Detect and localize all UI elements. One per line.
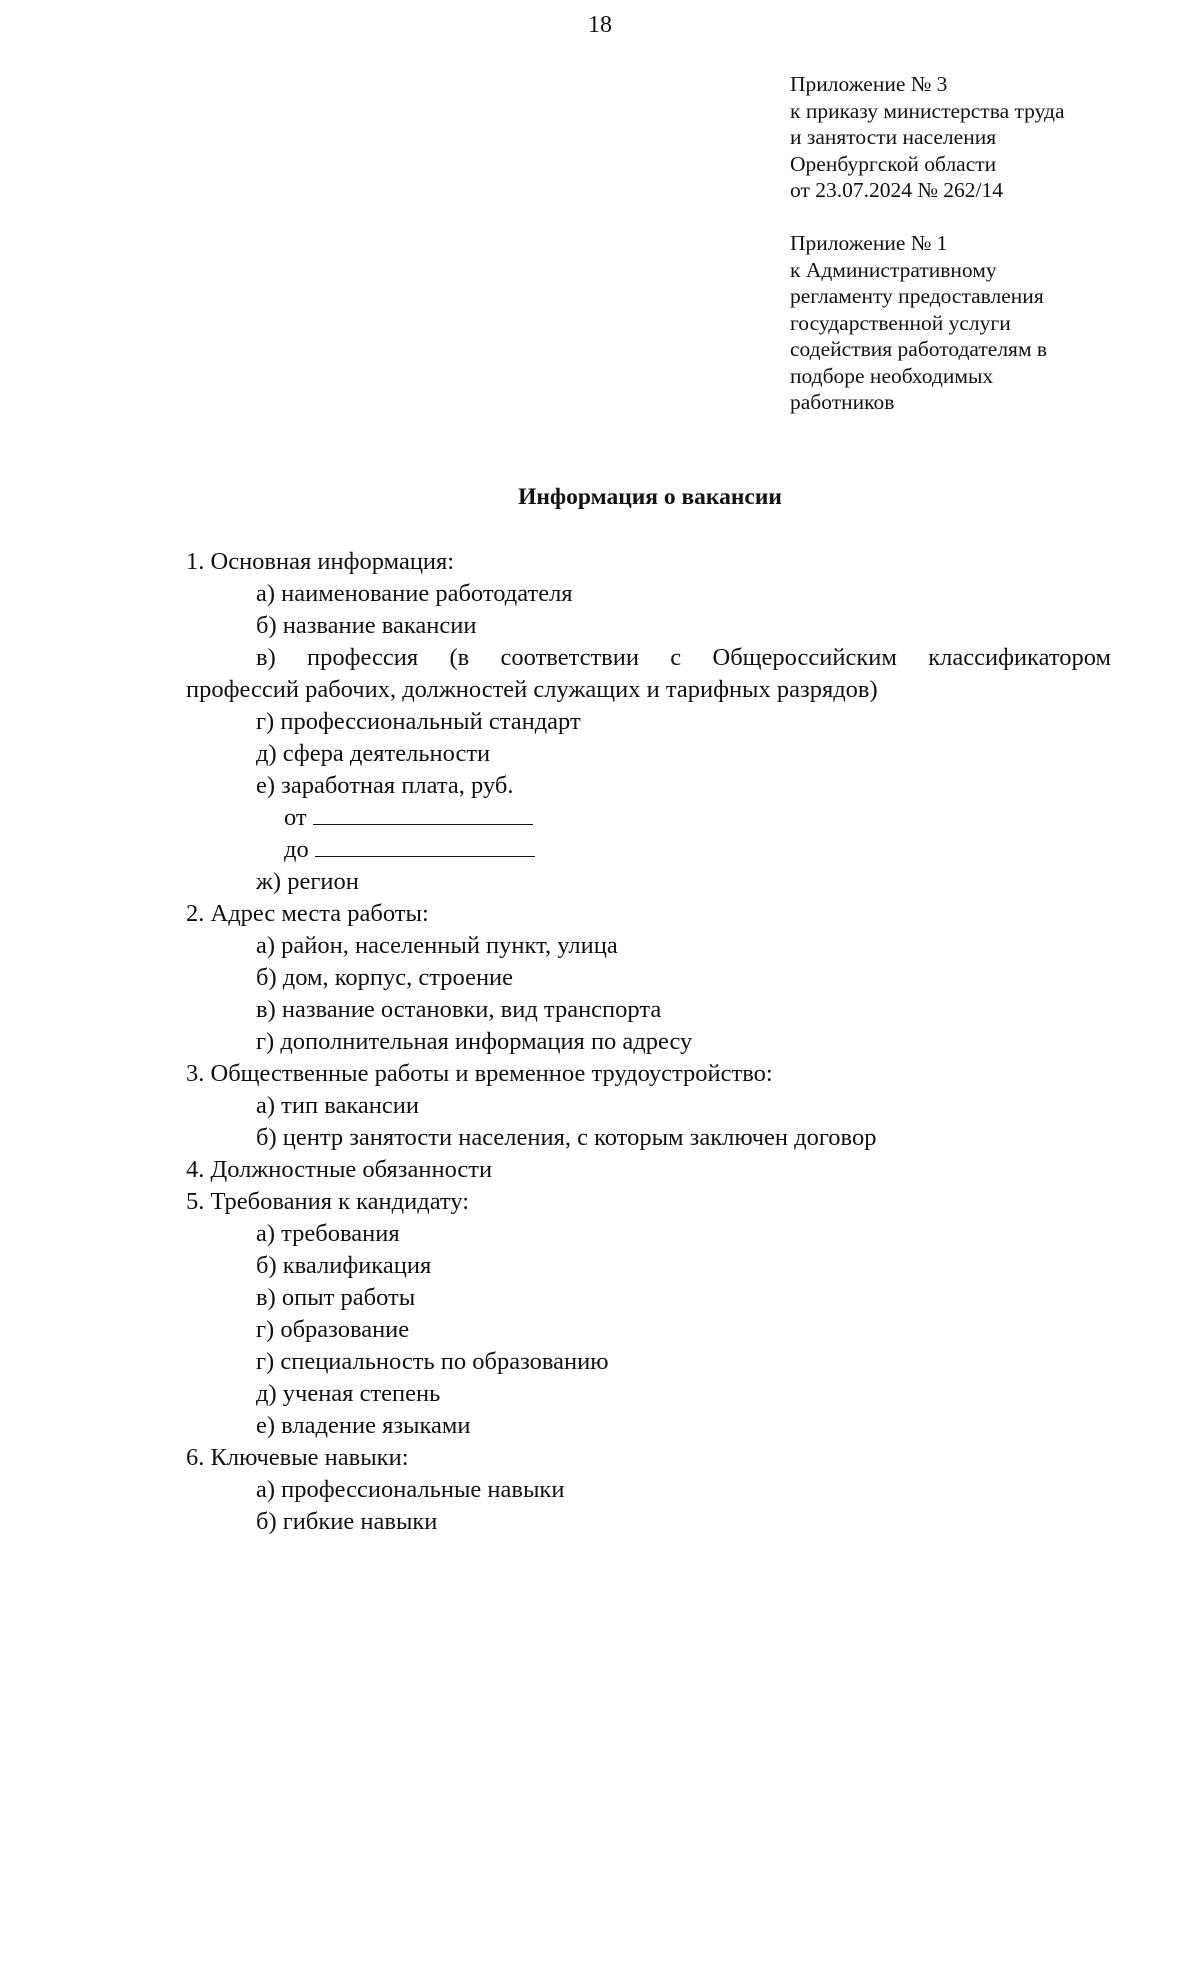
salary-from-label: от [284,804,307,831]
list-item: г) специальность по образованию [256,1348,609,1375]
appendix-secondary-line: Приложение № 1 [790,231,948,255]
appendix-secondary-line: работников [790,390,895,414]
appendix-secondary-line: содействия работодателям в [790,337,1048,361]
section-heading-key-skills: 6. Ключевые навыки: [186,1444,409,1471]
list-item: ж) регион [256,868,359,895]
section-heading-duties: 4. Должностные обязанности [186,1156,493,1183]
list-item: е) владение языками [256,1412,471,1439]
list-item: а) наименование работодателя [256,580,573,607]
list-item-salary: е) заработная плата, руб. [256,772,514,799]
vacancy-info-list [186,546,1111,1538]
list-item: д) сфера деятельности [256,740,491,767]
list-item: а) тип вакансии [256,1092,419,1119]
list-item: б) дом, корпус, строение [256,964,514,991]
section-heading-basic-info: 1. Основная информация: [186,548,455,575]
appendix-main-line: Оренбургской области [790,151,997,176]
section-heading-work-address: 2. Адрес места работы: [186,900,429,927]
appendix-main-line: и занятости населения [790,125,997,149]
page-number: 18 [588,12,612,38]
list-item: г) образование [256,1316,410,1343]
list-item: г) профессиональный стандарт [256,708,581,735]
section-heading-requirements: 5. Требования к кандидату: [186,1188,470,1215]
document-title: Информация о вакансии [518,484,782,510]
salary-to-label: до [284,836,309,863]
list-item-profession [186,642,1111,674]
appendix-main-line: Приложение № 3 [790,72,948,96]
profession-line-2: профессий рабочих, должностей служащих и тарифных разрядов) [186,676,878,703]
list-item: а) требования [256,1220,400,1247]
appendix-main-line: к приказу министерства труда [790,98,1065,123]
appendix-block-main [790,71,1160,204]
list-item: б) квалификация [256,1252,432,1279]
list-item: а) район, населенный пункт, улица [256,932,618,959]
list-item: д) ученая степень [256,1380,441,1407]
list-item: г) дополнительная информация по адресу [256,1028,693,1055]
appendix-secondary-line: к Административному [790,257,997,282]
list-item: б) гибкие навыки [256,1508,438,1535]
salary-from-row [186,802,1111,834]
salary-to-row [186,834,1111,866]
appendix-secondary-line: подборе необходимых [790,363,994,388]
list-item: б) центр занятости населения, с которым заключен договор [256,1124,877,1151]
list-item: б) название вакансии [256,612,477,639]
section-heading-public-works: 3. Общественные работы и временное трудоустройство: [186,1060,773,1087]
salary-from-blank-line [313,802,533,825]
list-item: в) опыт работы [256,1284,416,1311]
profession-line-1: в) профессия (в соответствии с Общероссийским классификатором [256,644,1111,671]
appendix-secondary-line: государственной услуги [790,310,1011,335]
list-item: а) профессиональные навыки [256,1476,565,1503]
list-item: в) название остановки, вид транспорта [256,996,662,1023]
appendix-main-line: от 23.07.2024 № 262/14 [790,178,1003,202]
appendix-block-secondary [790,230,1160,416]
appendix-secondary-line: регламенту предоставления [790,284,1044,308]
salary-to-blank-line [315,834,535,857]
